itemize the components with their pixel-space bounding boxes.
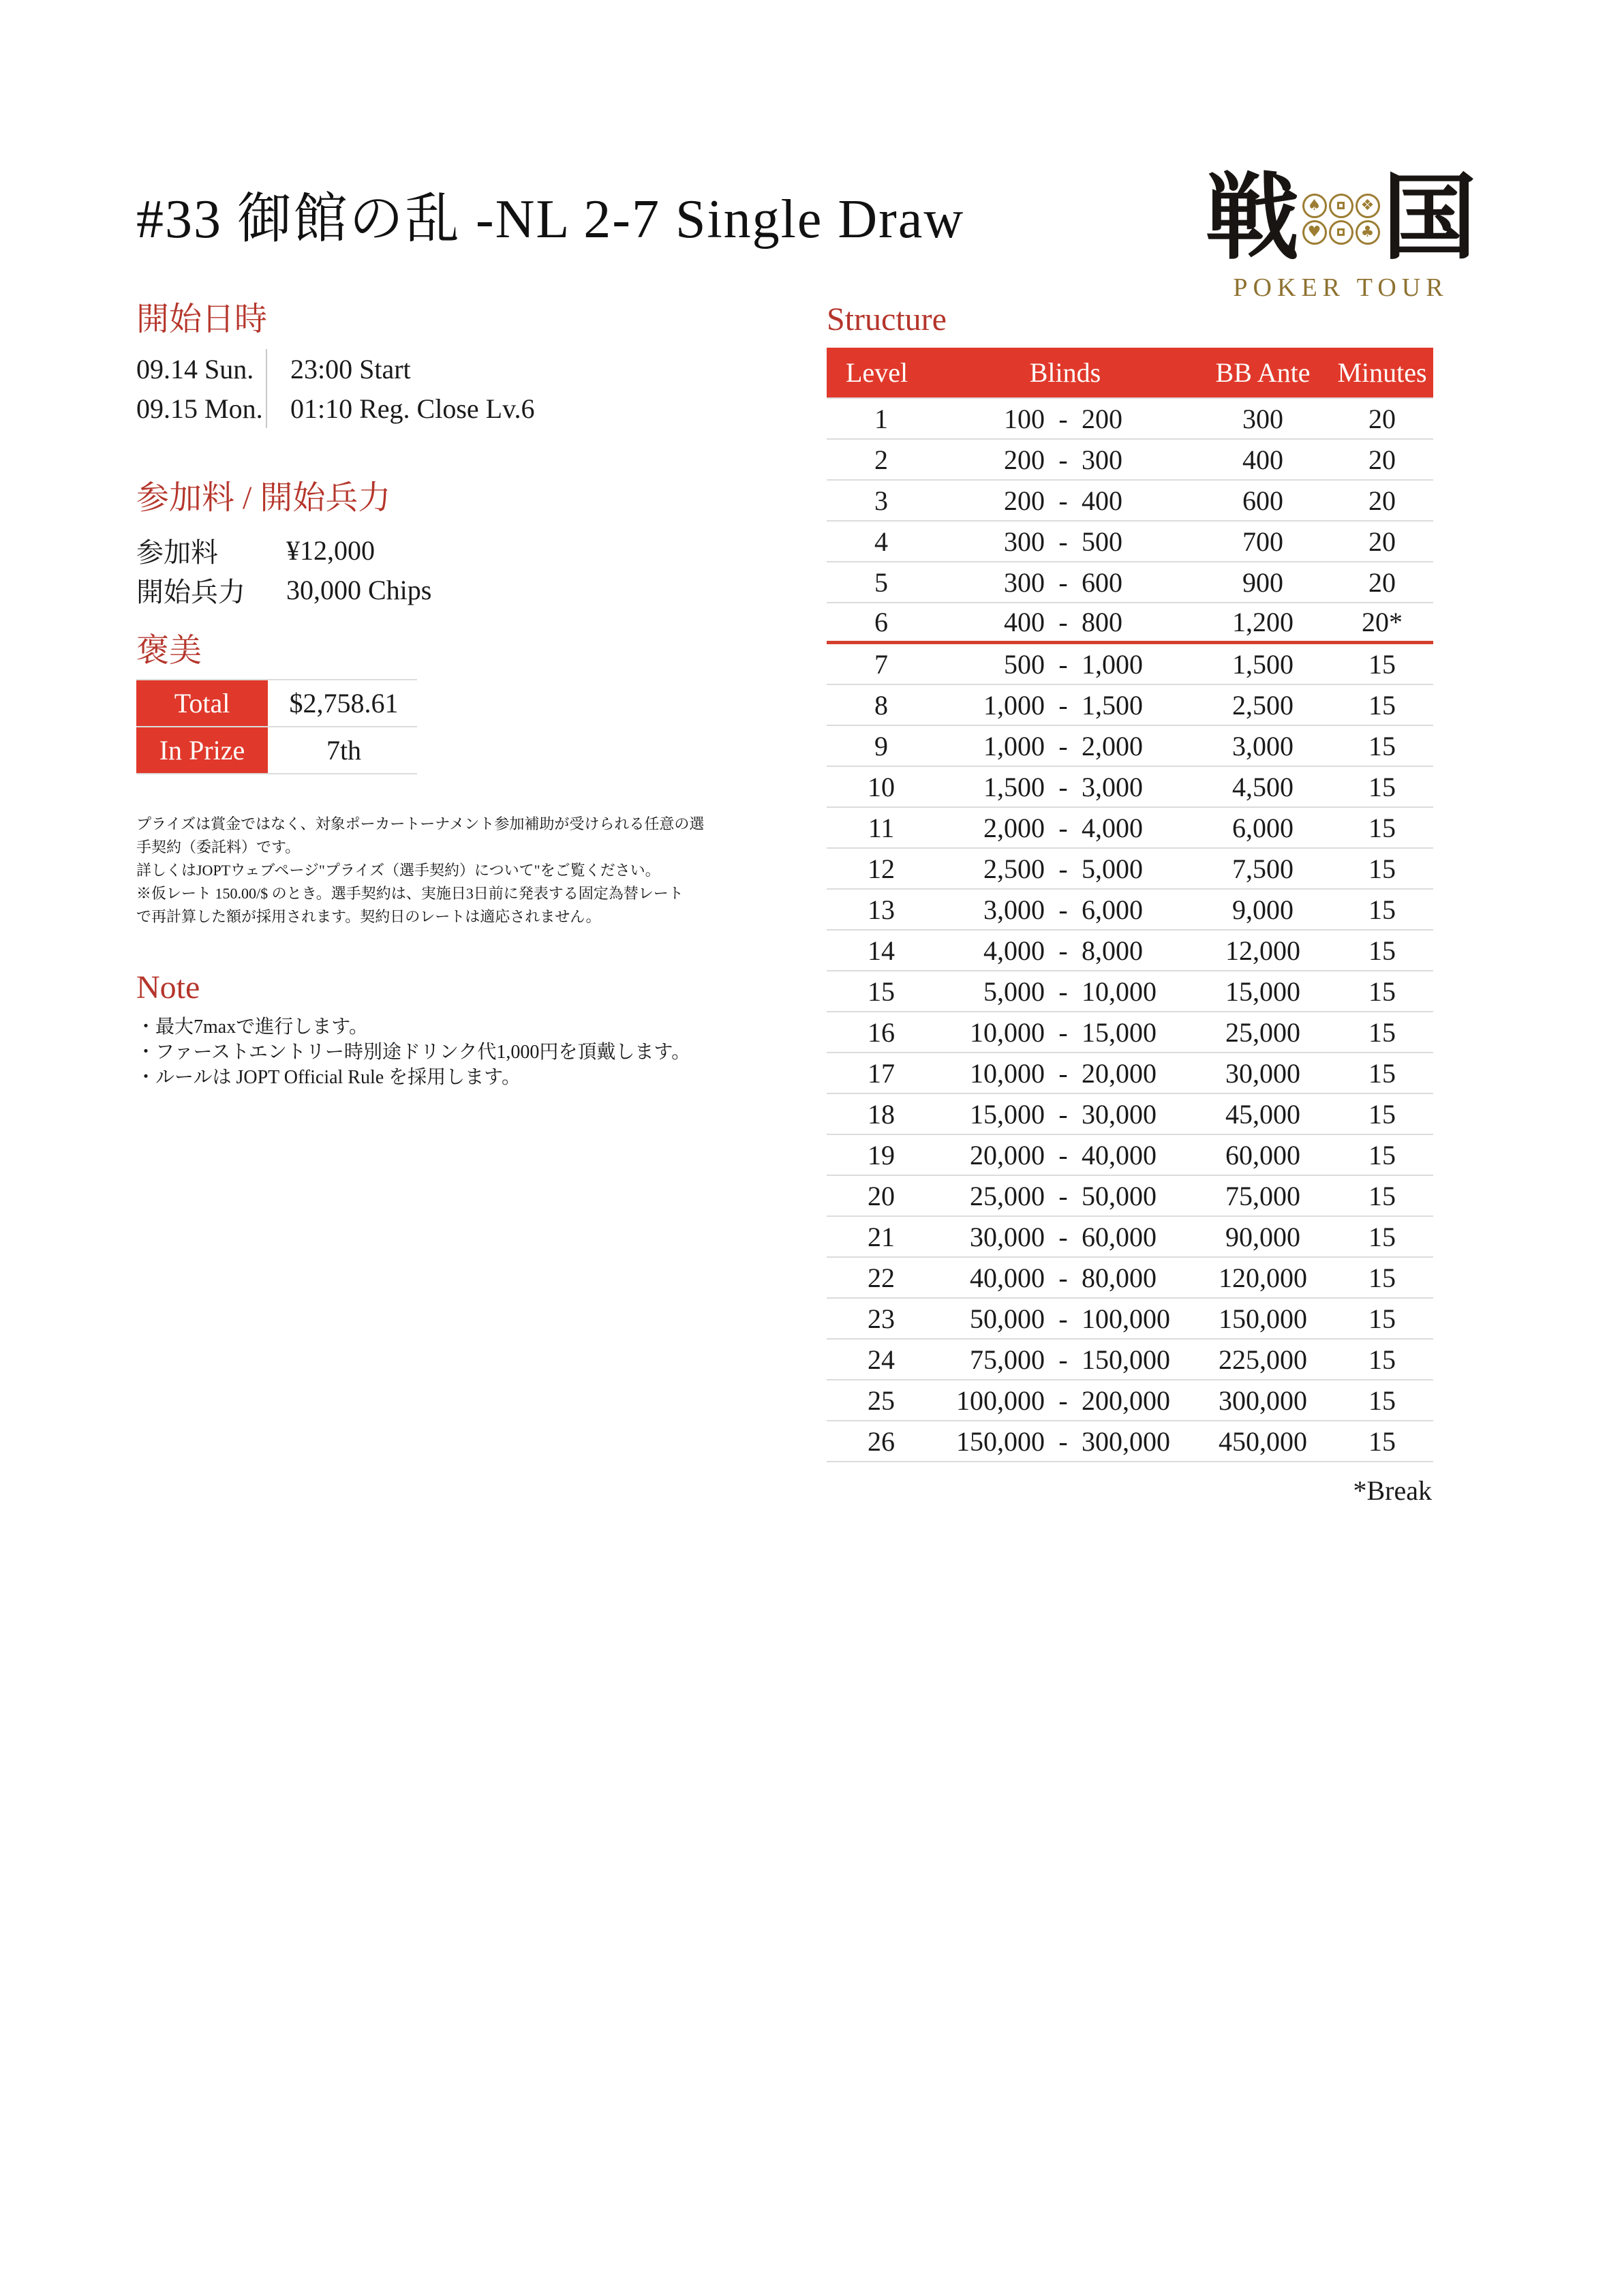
structure-row bbox=[827, 971, 1433, 1012]
entry-table bbox=[136, 530, 753, 609]
big-blind-value: 40,000 bbox=[1082, 1139, 1157, 1170]
big-blind-value: 20,000 bbox=[1082, 1057, 1157, 1089]
minutes-cell: 15 bbox=[1368, 1425, 1396, 1457]
blinds-dash: - bbox=[1058, 1425, 1068, 1457]
bullet-icon: ・ bbox=[136, 1016, 156, 1038]
column-header-minutes: Minutes bbox=[1337, 357, 1427, 388]
big-blind-value: 15,000 bbox=[1082, 1016, 1157, 1048]
prize-value: $2,758.61 bbox=[289, 688, 399, 719]
structure-row bbox=[827, 1421, 1433, 1462]
prize-label: In Prize bbox=[136, 727, 271, 773]
structure-row bbox=[827, 399, 1433, 440]
blinds-dash: - bbox=[1058, 648, 1068, 680]
club-chip-icon: ♣ bbox=[1356, 220, 1380, 245]
coin-chip-icon bbox=[1329, 220, 1353, 245]
level-cell: 4 bbox=[874, 526, 888, 557]
level-cell: 13 bbox=[868, 894, 895, 925]
bb-ante-cell: 7,500 bbox=[1232, 853, 1294, 884]
blinds-cell bbox=[936, 648, 1195, 680]
schedule-date: 09.14 Sun. bbox=[136, 353, 254, 384]
small-blind-value: 5,000 bbox=[983, 976, 1045, 1007]
bb-ante-cell: 300,000 bbox=[1219, 1385, 1307, 1416]
minutes-cell: 15 bbox=[1368, 648, 1396, 680]
bb-ante-cell: 1,200 bbox=[1232, 607, 1294, 637]
structure-row bbox=[827, 808, 1433, 849]
schedule-date-column bbox=[136, 349, 266, 428]
blinds-cell bbox=[936, 1180, 1195, 1212]
bb-ante-cell: 150,000 bbox=[1219, 1303, 1307, 1334]
note-text: ルールは JOPT Official Rule を採用します。 bbox=[155, 1067, 521, 1088]
big-blind-value: 3,000 bbox=[1082, 771, 1143, 802]
page-title: #33 御館の乱 -NL 2-7 Single Draw bbox=[136, 190, 965, 250]
blinds-dash: - bbox=[1058, 1344, 1068, 1375]
logo-subtitle: POKER TOUR bbox=[1233, 273, 1449, 302]
small-blind-value: 20,000 bbox=[970, 1139, 1045, 1170]
structure-row bbox=[827, 1135, 1433, 1176]
blinds-cell bbox=[936, 1262, 1195, 1294]
logo-mark bbox=[1205, 166, 1477, 271]
schedule-date: 09.15 Mon. bbox=[136, 393, 263, 424]
minutes-cell: 15 bbox=[1368, 935, 1396, 966]
blinds-dash: - bbox=[1058, 1221, 1068, 1252]
column-header-level: Level bbox=[846, 357, 908, 388]
note-text: ファーストエントリー時別途ドリンク代1,000円を頂戴します。 bbox=[155, 1042, 691, 1063]
minutes-cell: 15 bbox=[1368, 771, 1396, 802]
blinds-dash: - bbox=[1058, 730, 1068, 761]
minutes-cell: 15 bbox=[1368, 1139, 1396, 1170]
disclaimer-line: ※仮レート 150.00/$ のとき。選手契約は、実施日3日前に発表する固定為替レート bbox=[136, 885, 684, 902]
blinds-dash: - bbox=[1058, 1262, 1068, 1293]
blinds-dash: - bbox=[1058, 526, 1068, 557]
structure-row bbox=[827, 685, 1433, 726]
level-cell: 1 bbox=[874, 403, 888, 434]
bullet-icon: ・ bbox=[136, 1067, 156, 1088]
big-blind-value: 300 bbox=[1082, 444, 1122, 475]
blinds-cell bbox=[936, 1425, 1195, 1457]
structure-row bbox=[827, 1380, 1433, 1421]
blinds-cell bbox=[936, 444, 1195, 476]
small-blind-value: 3,000 bbox=[983, 894, 1045, 925]
level-cell: 16 bbox=[868, 1016, 895, 1048]
big-blind-value: 150,000 bbox=[1082, 1344, 1170, 1375]
big-blind-value: 60,000 bbox=[1082, 1221, 1157, 1252]
level-cell: 10 bbox=[868, 771, 895, 802]
entry-heading: 参加料 / 開始兵力 bbox=[136, 480, 391, 516]
minutes-cell: 15 bbox=[1368, 853, 1396, 884]
blinds-cell bbox=[936, 567, 1195, 599]
blinds-dash: - bbox=[1058, 485, 1068, 516]
column-header-bb-ante: BB Ante bbox=[1215, 357, 1311, 388]
big-blind-value: 5,000 bbox=[1082, 853, 1143, 884]
bb-ante-cell: 45,000 bbox=[1225, 1098, 1300, 1130]
disclaimer-line: 詳しくはJOPTウェブページ"プライズ（選手契約）について"をご覧ください。 bbox=[136, 862, 660, 879]
blinds-dash: - bbox=[1058, 403, 1068, 434]
blinds-dash: - bbox=[1058, 607, 1068, 637]
bb-ante-cell: 9,000 bbox=[1232, 894, 1294, 925]
bb-ante-cell: 15,000 bbox=[1225, 976, 1300, 1007]
bb-ante-cell: 60,000 bbox=[1225, 1139, 1300, 1170]
big-blind-value: 100,000 bbox=[1082, 1303, 1170, 1334]
blinds-cell bbox=[936, 689, 1195, 721]
minutes-cell: 15 bbox=[1368, 1344, 1396, 1375]
minutes-cell: 15 bbox=[1368, 689, 1396, 721]
bb-ante-cell: 400 bbox=[1242, 444, 1283, 475]
blinds-dash: - bbox=[1058, 1303, 1068, 1334]
level-cell: 6 bbox=[874, 607, 888, 637]
small-blind-value: 40,000 bbox=[970, 1262, 1045, 1293]
structure-row bbox=[827, 1340, 1433, 1380]
small-blind-value: 300 bbox=[1004, 526, 1045, 557]
entry-row bbox=[136, 530, 753, 570]
small-blind-value: 100 bbox=[1004, 403, 1045, 434]
big-blind-value: 50,000 bbox=[1082, 1180, 1157, 1211]
bb-ante-cell: 1,500 bbox=[1232, 648, 1294, 680]
disclaimer-line: で再計算した額が採用されます。契約日のレートは適応されません。 bbox=[136, 908, 601, 925]
big-blind-value: 200 bbox=[1082, 403, 1122, 434]
structure-row bbox=[827, 890, 1433, 931]
level-cell: 20 bbox=[868, 1180, 895, 1211]
schedule-table bbox=[136, 349, 753, 428]
structure-row bbox=[827, 1176, 1433, 1217]
level-cell: 5 bbox=[874, 567, 888, 598]
level-cell: 23 bbox=[868, 1303, 895, 1334]
blinds-cell bbox=[936, 976, 1195, 1008]
blinds-cell bbox=[936, 894, 1195, 926]
level-cell: 26 bbox=[868, 1425, 895, 1457]
level-cell: 12 bbox=[868, 853, 895, 884]
bb-ante-cell: 2,500 bbox=[1232, 689, 1294, 721]
minutes-cell: 15 bbox=[1368, 1016, 1396, 1048]
prize-label: Total bbox=[136, 680, 271, 726]
structure-row bbox=[827, 562, 1433, 603]
blinds-cell bbox=[936, 1385, 1195, 1417]
prize-disclaimer bbox=[136, 813, 729, 928]
minutes-cell: 20 bbox=[1368, 444, 1396, 475]
structure-row bbox=[827, 931, 1433, 971]
blinds-cell bbox=[936, 526, 1195, 558]
structure-row bbox=[827, 522, 1433, 562]
schedule-time: 23:00 Start bbox=[290, 353, 411, 384]
structure-row bbox=[827, 1053, 1433, 1094]
heart-chip-icon: ♥ bbox=[1302, 220, 1327, 245]
minutes-cell: 15 bbox=[1368, 1303, 1396, 1334]
small-blind-value: 30,000 bbox=[970, 1221, 1045, 1252]
schedule-time-column bbox=[266, 349, 535, 428]
big-blind-value: 600 bbox=[1082, 567, 1122, 598]
blinds-dash: - bbox=[1058, 1016, 1068, 1048]
blinds-dash: - bbox=[1058, 1180, 1068, 1211]
big-blind-value: 2,000 bbox=[1082, 730, 1143, 761]
blinds-dash: - bbox=[1058, 935, 1068, 966]
small-blind-value: 2,500 bbox=[983, 853, 1045, 884]
small-blind-value: 1,000 bbox=[983, 730, 1045, 761]
blinds-cell bbox=[936, 935, 1195, 967]
bb-ante-cell: 600 bbox=[1242, 485, 1283, 516]
big-blind-value: 80,000 bbox=[1082, 1262, 1157, 1293]
left-column bbox=[136, 300, 753, 1090]
structure-heading: Structure bbox=[827, 301, 947, 337]
bb-ante-cell: 75,000 bbox=[1225, 1180, 1300, 1211]
structure-row bbox=[827, 1217, 1433, 1258]
level-cell: 11 bbox=[868, 812, 895, 843]
disclaimer-line: プライズは賞金ではなく、対象ポーカートーナメント参加補助が受けられる任意の選 bbox=[136, 815, 705, 832]
structure-header-row bbox=[827, 348, 1433, 399]
blinds-dash: - bbox=[1058, 1098, 1068, 1130]
minutes-cell: 15 bbox=[1368, 1057, 1396, 1089]
small-blind-value: 4,000 bbox=[983, 935, 1045, 966]
minutes-cell: 15 bbox=[1368, 730, 1396, 761]
structure-row bbox=[827, 767, 1433, 808]
small-blind-value: 200 bbox=[1004, 485, 1045, 516]
level-cell: 19 bbox=[868, 1139, 895, 1170]
entry-row bbox=[136, 570, 753, 609]
small-blind-value: 25,000 bbox=[970, 1180, 1045, 1211]
small-blind-value: 50,000 bbox=[970, 1303, 1045, 1334]
schedule-time: 01:10 Reg. Close Lv.6 bbox=[290, 393, 535, 424]
small-blind-value: 300 bbox=[1004, 567, 1045, 598]
logo-kanji-left: 戦 bbox=[1205, 166, 1300, 271]
diamond-chip-icon: ❖ bbox=[1356, 194, 1380, 218]
prize-heading: 褒美 bbox=[136, 633, 202, 669]
bb-ante-cell: 12,000 bbox=[1225, 935, 1300, 966]
small-blind-value: 200 bbox=[1004, 444, 1045, 475]
blinds-cell bbox=[936, 771, 1195, 803]
minutes-cell: 20 bbox=[1368, 526, 1396, 557]
structure-row bbox=[827, 1258, 1433, 1299]
structure-row bbox=[827, 644, 1433, 685]
note-item bbox=[136, 1065, 753, 1090]
big-blind-value: 800 bbox=[1082, 607, 1122, 637]
bb-ante-cell: 30,000 bbox=[1225, 1057, 1300, 1089]
level-cell: 9 bbox=[874, 730, 888, 761]
bb-ante-cell: 6,000 bbox=[1232, 812, 1294, 843]
small-blind-value: 10,000 bbox=[970, 1057, 1045, 1089]
minutes-cell: 20 bbox=[1368, 403, 1396, 434]
minutes-cell: 15 bbox=[1368, 812, 1396, 843]
blinds-cell bbox=[936, 403, 1195, 435]
blinds-dash: - bbox=[1058, 1139, 1068, 1170]
structure-row bbox=[827, 1299, 1433, 1340]
small-blind-value: 500 bbox=[1004, 648, 1045, 680]
entry-value: ¥12,000 bbox=[286, 534, 375, 566]
small-blind-value: 1,000 bbox=[983, 689, 1045, 721]
blinds-cell bbox=[936, 606, 1195, 638]
big-blind-value: 300,000 bbox=[1082, 1425, 1170, 1457]
big-blind-value: 30,000 bbox=[1082, 1098, 1157, 1130]
break-note: *Break bbox=[1353, 1475, 1432, 1506]
level-cell: 15 bbox=[868, 976, 895, 1007]
small-blind-value: 10,000 bbox=[970, 1016, 1045, 1048]
structure-body bbox=[827, 399, 1433, 1462]
structure-row bbox=[827, 1094, 1433, 1135]
small-blind-value: 400 bbox=[1004, 607, 1045, 637]
big-blind-value: 6,000 bbox=[1082, 894, 1143, 925]
disclaimer-line: 手契約（委託料）です。 bbox=[136, 839, 301, 856]
blinds-dash: - bbox=[1058, 771, 1068, 802]
bb-ante-cell: 120,000 bbox=[1219, 1262, 1307, 1293]
blinds-dash: - bbox=[1058, 1057, 1068, 1089]
level-cell: 7 bbox=[874, 648, 888, 680]
minutes-cell: 15 bbox=[1368, 894, 1396, 925]
blinds-dash: - bbox=[1058, 853, 1068, 884]
structure-row bbox=[827, 726, 1433, 767]
coin-chip-icon bbox=[1329, 194, 1353, 218]
level-cell: 8 bbox=[874, 689, 888, 721]
minutes-cell: 15 bbox=[1368, 1098, 1396, 1130]
bb-ante-cell: 900 bbox=[1242, 567, 1283, 598]
structure-row bbox=[827, 440, 1433, 481]
note-text: 最大7maxで進行します。 bbox=[155, 1016, 368, 1038]
entry-label: 開始兵力 bbox=[136, 576, 245, 607]
blinds-cell bbox=[936, 730, 1195, 762]
level-cell: 17 bbox=[868, 1057, 895, 1089]
big-blind-value: 10,000 bbox=[1082, 976, 1157, 1007]
spade-chip-icon: ♠ bbox=[1302, 194, 1327, 218]
big-blind-value: 400 bbox=[1082, 485, 1122, 516]
prize-table bbox=[136, 679, 417, 774]
level-cell: 2 bbox=[874, 444, 888, 475]
bb-ante-cell: 225,000 bbox=[1219, 1344, 1307, 1375]
minutes-cell: 15 bbox=[1368, 976, 1396, 1007]
level-cell: 22 bbox=[868, 1262, 895, 1293]
structure-row bbox=[827, 481, 1433, 522]
small-blind-value: 15,000 bbox=[970, 1098, 1045, 1130]
level-cell: 18 bbox=[868, 1098, 895, 1130]
bb-ante-cell: 90,000 bbox=[1225, 1221, 1300, 1252]
level-cell: 24 bbox=[868, 1344, 895, 1375]
prize-row bbox=[136, 727, 417, 774]
blinds-cell bbox=[936, 1057, 1195, 1089]
schedule-heading: 開始日時 bbox=[136, 301, 268, 337]
note-heading: Note bbox=[136, 969, 200, 1006]
bullet-icon: ・ bbox=[136, 1042, 156, 1063]
blinds-cell bbox=[936, 812, 1195, 844]
bb-ante-cell: 25,000 bbox=[1225, 1016, 1300, 1048]
minutes-cell: 20 bbox=[1368, 485, 1396, 516]
small-blind-value: 75,000 bbox=[970, 1344, 1045, 1375]
note-item bbox=[136, 1040, 753, 1065]
minutes-cell: 15 bbox=[1368, 1180, 1396, 1211]
minutes-cell: 15 bbox=[1368, 1385, 1396, 1416]
big-blind-value: 200,000 bbox=[1082, 1385, 1170, 1416]
blinds-cell bbox=[936, 1139, 1195, 1171]
logo-chips bbox=[1302, 194, 1380, 245]
entry-label: 参加料 bbox=[136, 537, 218, 568]
level-cell: 14 bbox=[868, 935, 895, 966]
blinds-dash: - bbox=[1058, 1385, 1068, 1416]
minutes-cell: 20* bbox=[1362, 607, 1403, 637]
structure-row bbox=[827, 603, 1433, 644]
level-cell: 21 bbox=[868, 1221, 895, 1252]
bb-ante-cell: 4,500 bbox=[1232, 771, 1294, 802]
blinds-dash: - bbox=[1058, 894, 1068, 925]
structure-section bbox=[827, 300, 1433, 1507]
small-blind-value: 150,000 bbox=[956, 1425, 1045, 1457]
bb-ante-cell: 450,000 bbox=[1219, 1425, 1307, 1457]
blinds-cell bbox=[936, 1344, 1195, 1376]
blinds-dash: - bbox=[1058, 444, 1068, 475]
small-blind-value: 100,000 bbox=[956, 1385, 1045, 1416]
note-item bbox=[136, 1014, 753, 1040]
blinds-cell bbox=[936, 485, 1195, 517]
blinds-dash: - bbox=[1058, 976, 1068, 1007]
entry-value: 30,000 Chips bbox=[286, 574, 432, 605]
column-header-blinds: Blinds bbox=[1029, 357, 1101, 388]
minutes-cell: 15 bbox=[1368, 1221, 1396, 1252]
blinds-cell bbox=[936, 1303, 1195, 1335]
big-blind-value: 8,000 bbox=[1082, 935, 1143, 966]
blinds-cell bbox=[936, 1221, 1195, 1253]
logo-kanji-right: 国 bbox=[1382, 166, 1477, 271]
blinds-dash: - bbox=[1058, 812, 1068, 843]
small-blind-value: 1,500 bbox=[983, 771, 1045, 802]
blinds-cell bbox=[936, 853, 1195, 885]
level-cell: 25 bbox=[868, 1385, 895, 1416]
bb-ante-cell: 3,000 bbox=[1232, 730, 1294, 761]
small-blind-value: 2,000 bbox=[983, 812, 1045, 843]
structure-row bbox=[827, 1012, 1433, 1053]
bb-ante-cell: 300 bbox=[1242, 403, 1283, 434]
note-list bbox=[136, 1014, 753, 1090]
prize-row bbox=[136, 680, 417, 727]
structure-row bbox=[827, 849, 1433, 890]
bb-ante-cell: 700 bbox=[1242, 526, 1283, 557]
prize-value: 7th bbox=[326, 735, 362, 766]
blinds-cell bbox=[936, 1098, 1195, 1130]
big-blind-value: 500 bbox=[1082, 526, 1122, 557]
minutes-cell: 15 bbox=[1368, 1262, 1396, 1293]
blinds-cell bbox=[936, 1016, 1195, 1048]
minutes-cell: 20 bbox=[1368, 567, 1396, 598]
big-blind-value: 1,000 bbox=[1082, 648, 1143, 680]
level-cell: 3 bbox=[874, 485, 888, 516]
poker-tour-logo bbox=[1205, 166, 1477, 303]
blinds-dash: - bbox=[1058, 567, 1068, 598]
big-blind-value: 4,000 bbox=[1082, 812, 1143, 843]
blinds-dash: - bbox=[1058, 689, 1068, 721]
big-blind-value: 1,500 bbox=[1082, 689, 1143, 721]
